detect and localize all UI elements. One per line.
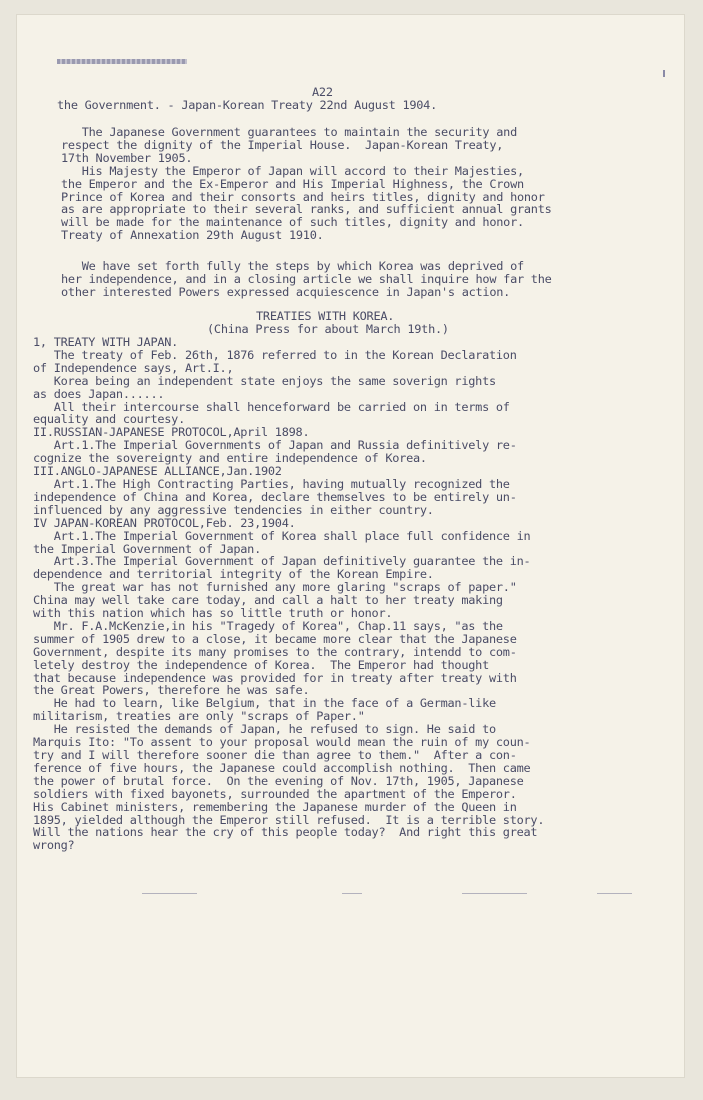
text-line: the Great Powers, therefore he was safe. xyxy=(33,683,310,698)
text-line: Marquis Ito: "To assent to your proposal would mean the ruin of my coun- xyxy=(33,735,531,750)
text-line: Will the nations hear the cry of this people today? And right this great xyxy=(33,825,538,840)
text-line: as does Japan...... xyxy=(33,386,165,401)
text-line: III.ANGLO-JAPANESE ALLIANCE,Jan.1902 xyxy=(33,464,282,479)
text-line: Mr. F.A.McKenzie,in his "Tragedy of Korea", Chap.11 says, "as the xyxy=(33,618,503,633)
text-line: IV JAPAN-KOREAN PROTOCOL,Feb. 23,1904. xyxy=(33,515,296,530)
treaties-block xyxy=(33,336,544,852)
text-line: 1, TREATY WITH JAPAN. xyxy=(33,335,179,349)
paragraph-block-1 xyxy=(61,126,552,242)
text-line: Art.3.The Imperial Government of Japan definitively guarantee the in- xyxy=(33,554,531,569)
text-line: Art.1.The Imperial Governments of Japan and Russia definitively re- xyxy=(33,438,517,453)
text-line: wrong? xyxy=(33,838,75,853)
section-title: TREATIES WITH KOREA. xyxy=(256,309,395,323)
text-line: other interested Powers expressed acquiescence in Japan's action. xyxy=(61,284,511,299)
text-line: the power of brutal force. On the evening of Nov. 17th, 1905, Japanese xyxy=(33,773,524,788)
text-line: as are appropriate to their several ranks, and sufficient annual grants xyxy=(61,202,552,217)
text-line: cognize the sovereignty and entire independence of Korea. xyxy=(33,451,427,466)
text-line: respect the dignity of the Imperial House. Japan-Korean Treaty, xyxy=(61,137,504,152)
section-subtitle: (China Press for about March 19th.) xyxy=(207,322,449,336)
text-line: independence of China and Korea, declare themselves to be entirely un- xyxy=(33,489,517,504)
text-line: equality and courtesy. xyxy=(33,412,185,427)
text-line: dependence and territorial integrity of the Korean Empire. xyxy=(33,567,434,582)
text-line: His Cabinet ministers, remembering the Japanese murder of the Queen in xyxy=(33,799,517,814)
divider xyxy=(462,893,527,894)
text-line: of Independence says, Art.I., xyxy=(33,360,234,375)
text-line: the Imperial Government of Japan. xyxy=(33,541,261,556)
text-line: her independence, and in a closing article we shall inquire how far the xyxy=(61,271,552,286)
text-line: He resisted the demands of Japan, he refused to sign. He said to xyxy=(33,722,496,737)
text-line: try and I will therefore sooner die than agree to them." After a con- xyxy=(33,748,517,762)
header-line: the Government. - Japan-Korean Treaty 22nd August 1904. xyxy=(57,98,437,112)
divider xyxy=(142,893,197,894)
text-line: with this nation which has so little truth or honor. xyxy=(33,606,393,621)
text-line: China may well take care today, and call a halt to her treaty making xyxy=(33,593,503,608)
text-line: The Japanese Government guarantees to maintain the security and xyxy=(61,125,517,139)
text-line: Treaty of Annexation 29th August 1910. xyxy=(61,228,324,243)
divider xyxy=(342,893,362,894)
text-line: Prince of Korea and their consorts and heirs titles, dignity and honor xyxy=(61,189,545,204)
text-line: Government, despite its many promises to the contrary, intendd to com- xyxy=(33,644,517,659)
paragraph-block-2 xyxy=(61,260,552,299)
text-line: will be made for the maintenance of such titles, dignity and honor. xyxy=(61,215,524,230)
text-line: We have set forth fully the steps by which Korea was deprived of xyxy=(61,259,524,273)
text-line: militarism, treaties are only "scraps of Paper." xyxy=(33,709,365,724)
divider xyxy=(597,893,632,894)
text-line: The great war has not furnished any more glaring "scraps of paper." xyxy=(33,580,517,595)
text-line: influenced by any aggressive tendencies in either country. xyxy=(33,502,434,517)
text-line: 17th November 1905. xyxy=(61,150,193,165)
text-line: ference of five hours, the Japanese could accomplish nothing. Then came xyxy=(33,760,531,775)
text-line: His Majesty the Emperor of Japan will accord to their Majesties, xyxy=(61,163,524,178)
text-line: All their intercourse shall henceforward be carried on in terms of xyxy=(33,399,510,414)
text-line: that because independence was provided for in treaty after treaty with xyxy=(33,670,517,685)
text-line: Art.1.The Imperial Government of Korea shall place full confidence in xyxy=(33,528,531,543)
text-line: He had to learn, like Belgium, that in the face of a German-like xyxy=(33,696,496,711)
text-line: the Emperor and the Ex-Emperor and His Imperial Highness, the Crown xyxy=(61,176,524,191)
scan-mark xyxy=(57,59,187,64)
text-line: Art.1.The High Contracting Parties, having mutually recognized the xyxy=(33,476,510,491)
text-line: summer of 1905 drew to a close, it became more clear that the Japanese xyxy=(33,631,517,646)
text-line: Korea being an independent state enjoys the same soverign rights xyxy=(33,373,496,388)
text-line: The treaty of Feb. 26th, 1876 referred to in the Korean Declaration xyxy=(33,347,517,362)
text-line: II.RUSSIAN-JAPANESE PROTOCOL,April 1898. xyxy=(33,425,310,440)
edge-mark xyxy=(663,70,665,77)
text-line: 1895, yielded although the Emperor still refused. It is a terrible story. xyxy=(33,812,545,827)
typewritten-page xyxy=(17,15,684,1077)
page-number: A22 xyxy=(312,85,333,99)
text-line: letely destroy the independence of Korea. The Emperor had thought xyxy=(33,657,489,672)
text-line: soldiers with fixed bayonets, surrounded the apartment of the Emperor. xyxy=(33,786,517,801)
